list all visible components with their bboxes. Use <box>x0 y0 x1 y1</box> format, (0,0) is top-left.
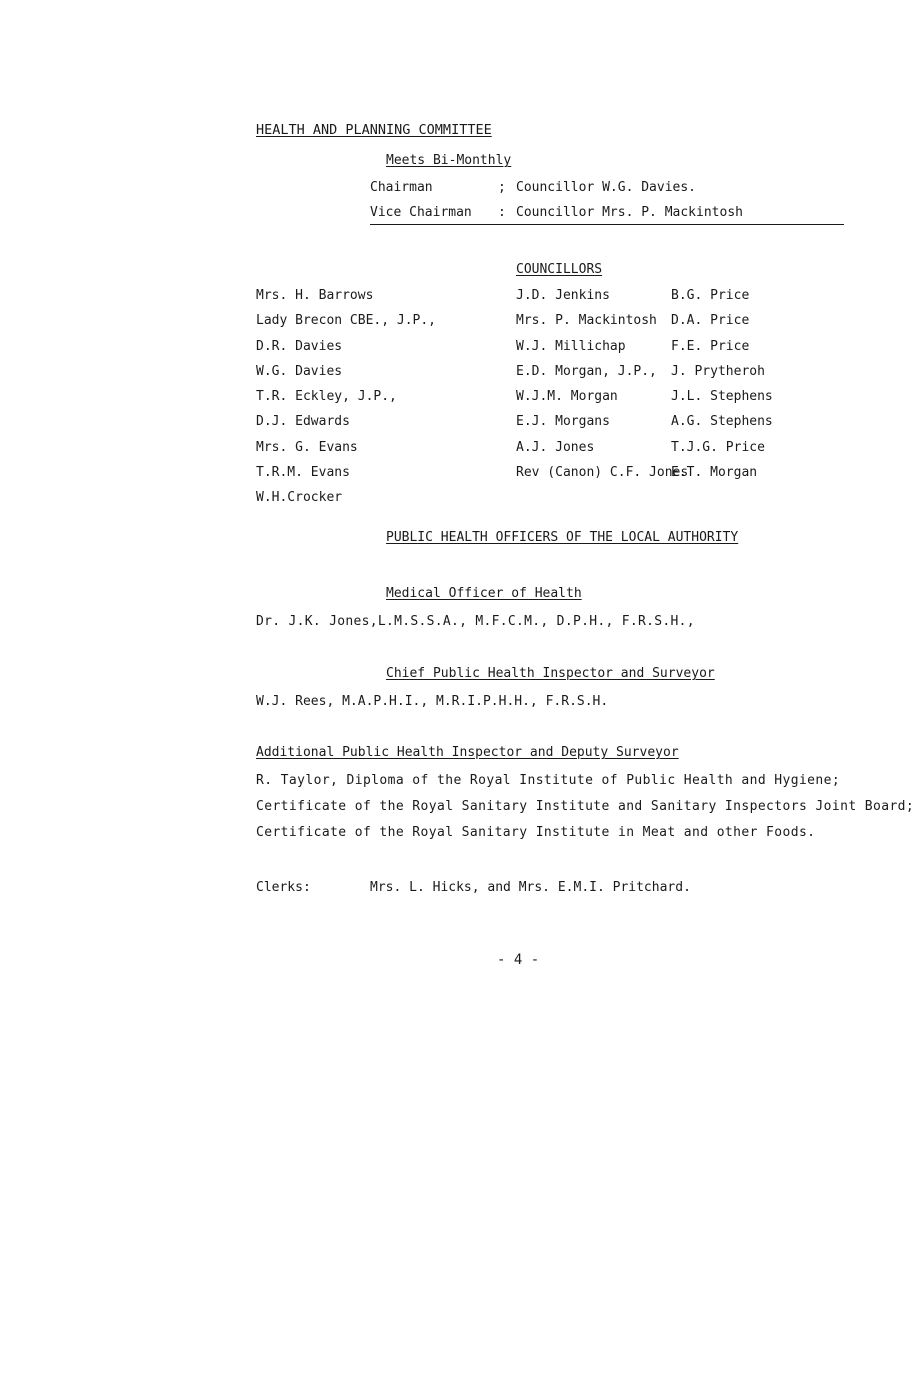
chairman-name: Councillor W.G. Davies. <box>516 180 697 195</box>
councillor: D.A. Price <box>671 313 750 329</box>
vice-chairman-separator: : <box>498 205 506 220</box>
councillor: F.E. Price <box>671 338 750 354</box>
councillor: W.G. Davies <box>256 363 343 379</box>
councillor: J.D. Jenkins <box>516 288 610 303</box>
moh-title: Medical Officer of Health <box>386 586 582 601</box>
councillor: A.J. Jones <box>516 439 595 455</box>
councillor: Mrs. G. Evans <box>256 439 358 455</box>
councillors-column-2 <box>516 283 688 485</box>
cphi-name: W.J. Rees, M.A.P.H.I., M.R.I.P.H.H., F.R.S.H. <box>256 694 609 709</box>
councillor: Mrs. P. Mackintosh <box>516 313 657 329</box>
councillor: A.G. Stephens <box>671 414 773 430</box>
councillor: B.G. Price <box>671 288 750 303</box>
cphi-title: Chief Public Health Inspector and Surveyor <box>386 666 715 681</box>
aphi-qualification: R. Taylor, Diploma of the Royal Institute of Public Health and Hygiene; <box>256 773 841 788</box>
vice-chairman-name: Councillor Mrs. P. Mackintosh <box>516 205 743 220</box>
councillor: T.R.M. Evans <box>256 465 350 481</box>
officers-heading: PUBLIC HEALTH OFFICERS OF THE LOCAL AUTHORITY <box>386 530 739 545</box>
councillor: Lady Brecon CBE., J.P., <box>256 313 437 329</box>
councillor: E.D. Morgan, J.P., <box>516 363 657 379</box>
page-number: - 4 - <box>497 952 540 968</box>
vice-chairman-label: Vice Chairman <box>370 205 472 220</box>
councillor: T.R. Eckley, J.P., <box>256 389 397 405</box>
aphi-title: Additional Public Health Inspector and Deputy Surveyor <box>256 745 679 760</box>
councillors-column-1 <box>256 283 436 511</box>
councillor: E.T. Morgan <box>671 465 758 481</box>
chairman-label: Chairman <box>370 180 433 195</box>
committee-title: HEALTH AND PLANNING COMMITTEE <box>256 122 492 138</box>
councillors-heading: COUNCILLORS <box>516 262 603 277</box>
councillor: W.H.Crocker <box>256 490 343 506</box>
councillors-column-3 <box>671 283 773 485</box>
chairman-separator: ; <box>498 180 506 195</box>
councillor: J.L. Stephens <box>671 389 773 405</box>
councillor: T.J.G. Price <box>671 439 765 455</box>
aphi-qualification: Certificate of the Royal Sanitary Institute in Meat and other Foods. <box>256 825 816 840</box>
moh-name: Dr. J.K. Jones,L.M.S.S.A., M.F.C.M., D.P.H., F.R.S.H., <box>256 614 695 629</box>
councillor: W.J.M. Morgan <box>516 389 618 405</box>
councillor: Mrs. H. Barrows <box>256 288 374 303</box>
councillor: E.J. Morgans <box>516 414 610 430</box>
clerks-names: Mrs. L. Hicks, and Mrs. E.M.I. Pritchard. <box>370 880 691 895</box>
councillor: Rev (Canon) C.F. Jones <box>516 465 689 481</box>
vice-chairman-row <box>370 205 844 225</box>
clerks-label: Clerks: <box>256 880 311 895</box>
councillor: D.R. Davies <box>256 338 343 354</box>
councillor: D.J. Edwards <box>256 414 350 430</box>
meeting-frequency: Meets Bi-Monthly <box>386 153 512 168</box>
aphi-qualification: Certificate of the Royal Sanitary Institute and Sanitary Inspectors Joint Board; <box>256 799 914 814</box>
councillor: W.J. Millichap <box>516 338 626 354</box>
councillor: J. Prytheroh <box>671 363 765 379</box>
